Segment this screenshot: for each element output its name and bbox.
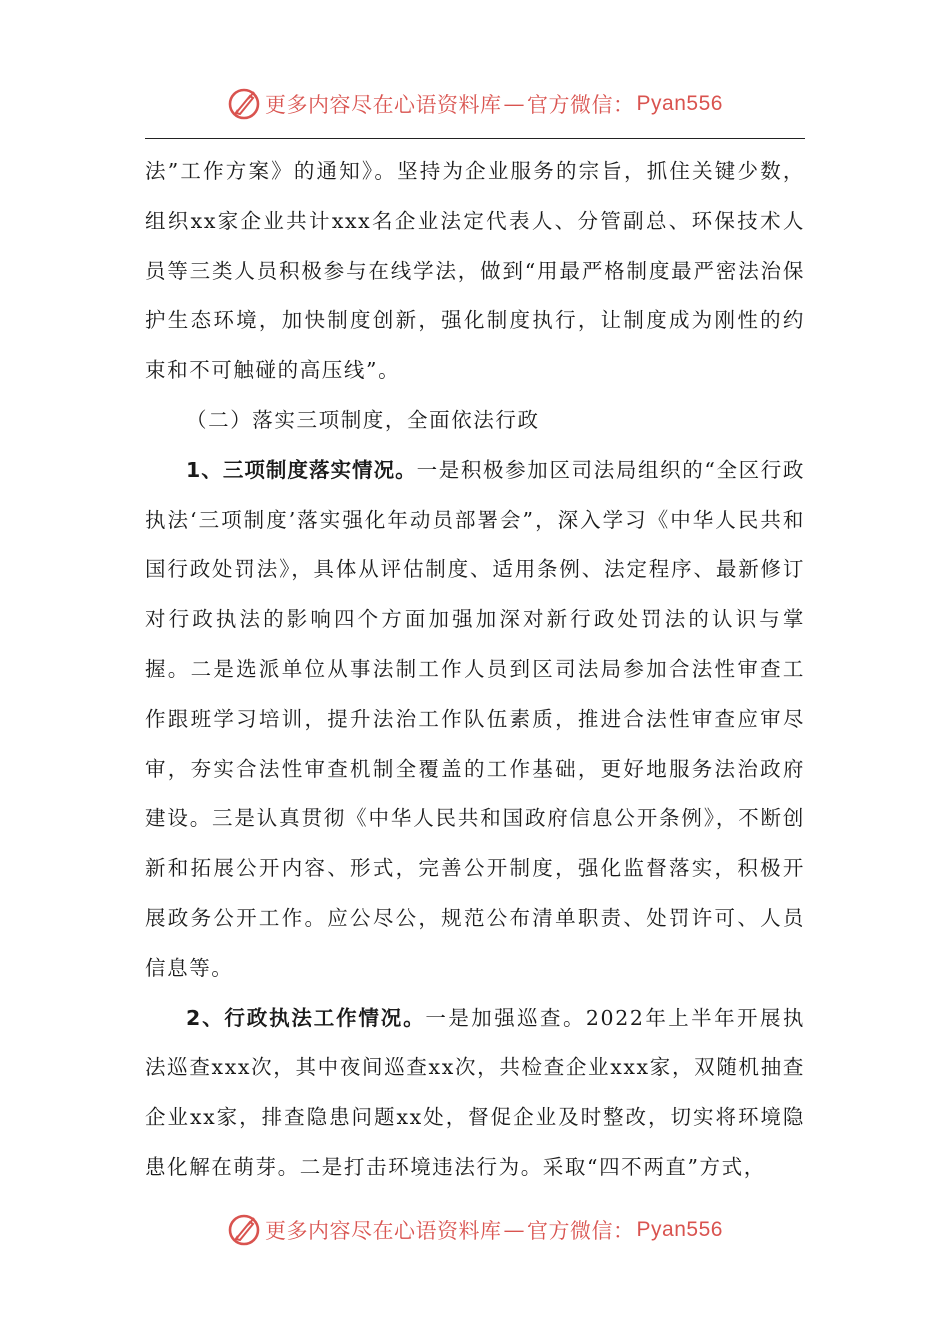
wechat-account: Pyan556 <box>636 1218 723 1241</box>
paragraph-law-enforcement <box>145 994 805 1193</box>
wechat-label: 官方微信： <box>527 1219 635 1243</box>
section-heading: （二）落实三项制度，全面依法行政 <box>186 407 540 432</box>
wechat-account: Pyan556 <box>636 92 723 115</box>
header-watermark <box>0 82 950 126</box>
footer-watermark <box>0 1208 950 1252</box>
item-text-1: 一是积极参加区司法局组织的“全区行政执法‘三项制度’落实强化年动员部署会”，深入学习《中华人民共和国行政处罚法》，具体从评估制度、适用条例、法定程序、最新修订对行政执法的影响四个方面加强加深对新行政处罚法的认识与掌握。二是选派单位从事法制工作人员到区司法局参加合法性审查工作跟班学习培训，提升法治工作队伍素质，推进合法性审查应审尽审，夯实合法性审查机制全覆盖的工作基础，更好地服务法治政府建设。三是认真贯彻《中华人民共和国政府信息公开条例》，不断创新和拓展公开内容、形式，完善公开制度，强化监督落实，积极开展政务公开工作。应公尽公，规范公布清单职责、处罚许可、人员信息等。 <box>145 457 805 980</box>
quill-pen-icon <box>227 87 261 121</box>
site-name: 更多内容尽在心语资料库 <box>265 1219 502 1243</box>
wechat-label: 官方微信： <box>527 93 635 117</box>
paragraph-three-systems <box>145 446 805 994</box>
document-body <box>145 147 805 1193</box>
site-name: 更多内容尽在心语资料库 <box>265 93 502 117</box>
item-heading-1: 1、三项制度落实情况。 <box>186 457 417 482</box>
item-text-2: 一是加强巡查。2022年上半年开展执法巡查xxx次，其中夜间巡查xx次，共检查企业xxx家，双随机抽查企业xx家，排查隐患问题xx处，督促企业及时整改，切实将环境隐患化解在萌芽。二是打击环境违法行为。采取“四不两直”方式， <box>145 1005 805 1179</box>
banner-dash: — <box>503 1218 526 1242</box>
paragraph-continuation: 法”工作方案》的通知》。坚持为企业服务的宗旨，抓住关键少数，组织xx家企业共计xxx名企业法定代表人、分管副总、环保技术人员等三类人员积极参与在线学法，做到“用最严格制度最严密法治保护生态环境，加快制度创新，强化制度执行，让制度成为刚性的约束和不可触碰的高压线”。 <box>145 159 805 383</box>
banner-dash: — <box>503 92 526 116</box>
item-heading-2: 2、行政执法工作情况。 <box>186 1005 426 1030</box>
quill-pen-icon <box>227 1213 261 1247</box>
header-divider <box>145 138 805 139</box>
